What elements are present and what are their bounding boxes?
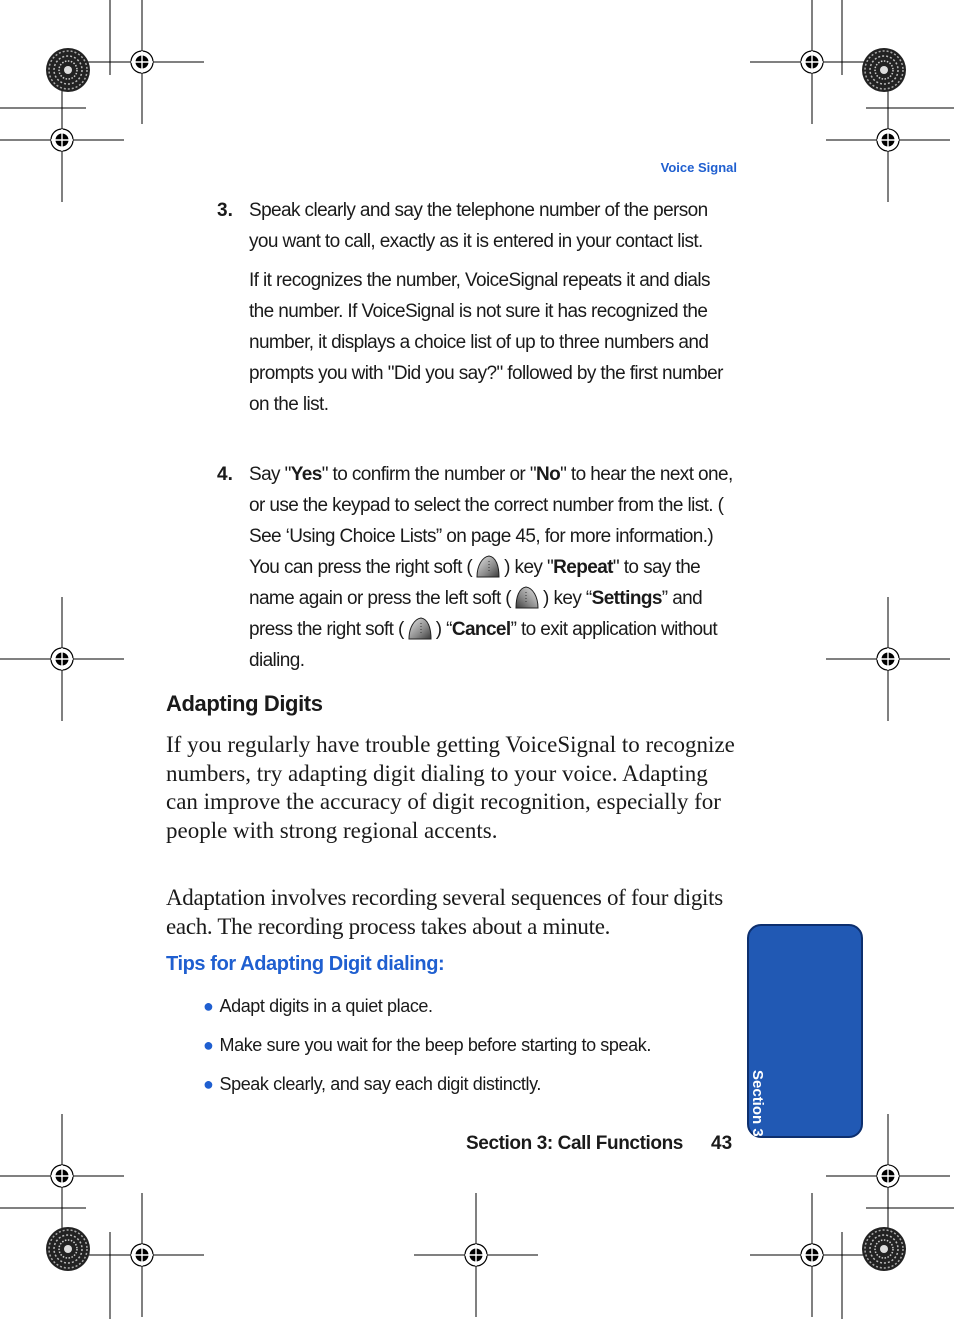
list-item [203, 1035, 651, 1056]
step-text-run: ” and press the right soft ( [249, 588, 703, 640]
left-soft-key-icon [513, 585, 541, 611]
step-text-run: ) key " [504, 557, 554, 578]
body-paragraph: Adaptation involves recording several sequences of four digits each. The recording process takes about a minute. [166, 885, 723, 939]
right-soft-key-icon [406, 616, 434, 642]
step-number: 3. [217, 200, 233, 221]
registration-mark-icon [0, 597, 124, 721]
yes-keyword: Yes [290, 464, 322, 485]
list-item-text: Make sure you wait for the beep before starting to speak. [219, 1035, 651, 1055]
step-note: If it recognizes the number, VoiceSignal repeats it and dials the number. If VoiceSignal is not sure it has recognized the number, it displays a choice list of up to three numbers and prompts you with "Did you say?" followed by the first number on the list. [249, 270, 723, 415]
step-number: 4. [217, 464, 233, 485]
no-keyword: No [535, 464, 561, 485]
color-target-icon [46, 48, 90, 92]
step-text: Speak clearly and say the telephone number of the person you want to call, exactly as it is entered in your contact list. [249, 200, 708, 252]
registration-mark-icon [750, 1193, 874, 1317]
step-text-run: Say " [249, 464, 291, 485]
list-item [203, 1074, 541, 1095]
step-text-run: ) “ [435, 619, 452, 640]
running-head: Voice Signal [660, 160, 737, 175]
step-text-run: ” to exit application without dialing. [249, 619, 718, 671]
step-text-run: " to hear the next one, or use the keypad to select the correct number from the list. ( See ‘Using Choice Lists” on page 45, for more information.) You can press the right soft ( [249, 464, 733, 578]
step-text-run: " to confirm the number or " [321, 464, 536, 485]
bullet-icon: ● [203, 996, 214, 1016]
registration-mark-icon [826, 78, 950, 202]
registration-mark-icon [80, 1193, 204, 1317]
registration-mark-icon [414, 1193, 538, 1317]
list-item-text: Speak clearly, and say each digit distinctly. [219, 1074, 541, 1094]
color-target-icon [862, 1227, 906, 1271]
cancel-keyword: Cancel [451, 619, 511, 640]
step-text [249, 459, 739, 676]
section-heading: Adapting Digits [166, 691, 323, 716]
bullet-icon: ● [203, 1035, 214, 1055]
color-target-icon [46, 1227, 90, 1271]
registration-mark-icon [826, 597, 950, 721]
right-soft-key-icon [474, 554, 502, 580]
registration-mark-icon [750, 0, 874, 124]
repeat-keyword: Repeat [553, 557, 613, 578]
footer-section-title: Section 3: Call Functions [466, 1133, 683, 1154]
step-text-run: ) key “ [543, 588, 592, 609]
registration-mark-icon [0, 1114, 124, 1238]
step-text-run: " to say the name again or press the left soft ( [249, 557, 701, 609]
body-paragraph: If you regularly have trouble getting VoiceSignal to recognize numbers, try adapting digit dialing to your voice. Adapting can improve the accuracy of digit recognition, especially for people with strong regional accents. [166, 732, 735, 843]
registration-mark-icon [0, 78, 124, 202]
section-tab-label: Section 3 [749, 1070, 766, 1137]
page-number: 43 [711, 1133, 733, 1154]
tips-heading: Tips for Adapting Digit dialing: [166, 953, 445, 975]
registration-mark-icon [80, 0, 204, 124]
settings-keyword: Settings [591, 588, 662, 609]
color-target-icon [862, 48, 906, 92]
list-item-text: Adapt digits in a quiet place. [219, 996, 433, 1016]
bullet-icon: ● [203, 1074, 214, 1094]
list-item [203, 996, 433, 1017]
